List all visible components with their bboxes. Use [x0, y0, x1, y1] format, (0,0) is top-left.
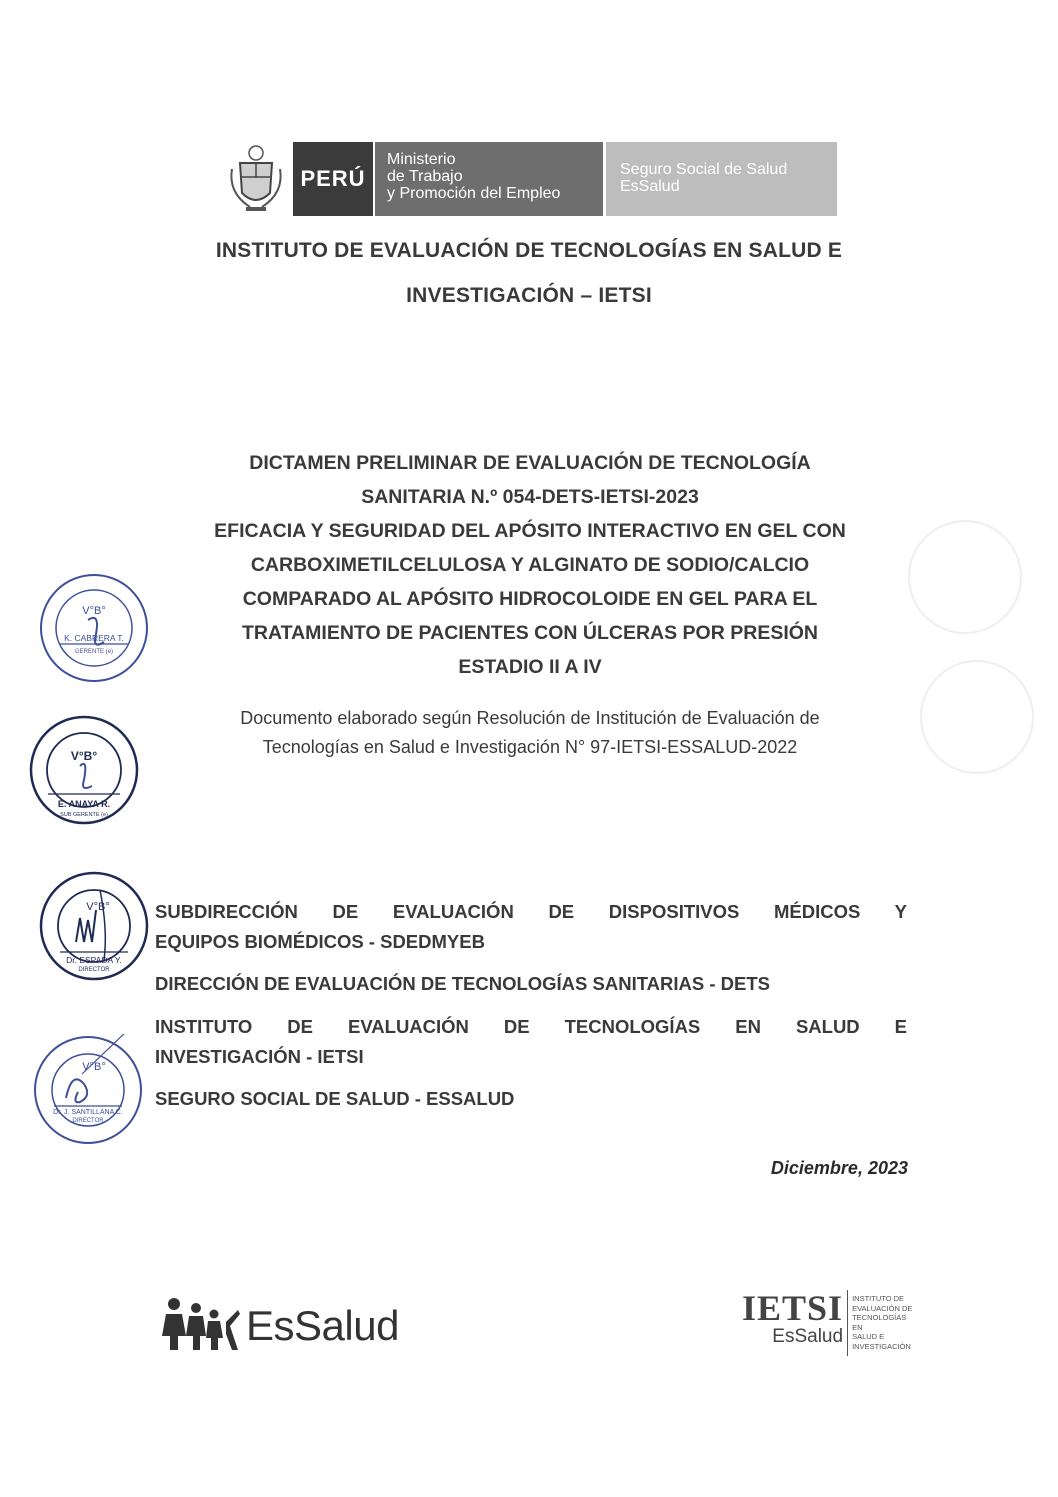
dictamen-line: CARBOXIMETILCELULOSA Y ALGINATO DE SODIO/CALCIO — [250, 554, 810, 576]
agency-line: Seguro Social de Salud — [620, 161, 788, 178]
ietsi-subtitle-line: EVALUACIÓN DE — [852, 1303, 913, 1313]
dictamen-line: COMPARADO AL APÓSITO HIDROCOLOIDE EN GEL PARA EL — [242, 588, 818, 610]
dictamen-line: EFICACIA Y SEGURIDAD DEL APÓSITO INTERACTIVO EN GEL CON — [214, 520, 846, 542]
essalud-logo — [162, 1296, 399, 1356]
institute-title-line: INVESTIGACIÓN – IETSI — [406, 284, 652, 307]
ministry-line: de Trabajo — [387, 168, 463, 185]
family-figures-icon — [162, 1296, 240, 1357]
document-note — [140, 704, 920, 762]
organization-line: INSTITUTO DE EVALUACIÓN DE TECNOLOGÍAS EN SALUD E — [155, 1016, 907, 1037]
stamp-name: Dr. J. SANTILLANA C. — [53, 1109, 123, 1116]
organization-instituto — [155, 1012, 907, 1072]
ietsi-logo-small: EsSalud — [772, 1326, 844, 1347]
ietsi-subtitle-line: SALUD E — [852, 1332, 885, 1341]
stamp-role: SUB GERENTE (e) — [60, 812, 108, 818]
faint-stamp — [908, 520, 1022, 634]
ietsi-subtitle-line: INSTITUTO DE — [852, 1294, 905, 1303]
organization-direccion — [155, 969, 907, 999]
ietsi-logo-mark — [742, 1290, 843, 1356]
document-note-line: Documento elaborado según Resolución de Institución de Evaluación de — [240, 708, 820, 728]
ietsi-logo-big: IETSI — [742, 1288, 844, 1328]
approval-stamp — [38, 870, 150, 987]
stamp-role: GERENTE (e) — [74, 649, 114, 655]
dictamen-line: SANITARIA N.º 054-DETS-IETSI-2023 — [361, 486, 699, 508]
ministry-line: Ministerio — [387, 151, 456, 168]
stamp-role: DIRECTOR — [78, 967, 110, 973]
approval-stamp — [32, 1034, 144, 1151]
stamp-name: Dr. ESPADA Y. — [66, 955, 122, 965]
dictamen-line: ESTADIO II A IV — [458, 656, 602, 678]
dictamen-line: DICTAMEN PRELIMINAR DE EVALUACIÓN DE TECNOLOGÍA — [249, 452, 811, 474]
stamp-name: K. CABRERA T. — [64, 633, 124, 643]
organization-line: EQUIPOS BIOMÉDICOS - SDEDMYEB — [155, 931, 485, 952]
stamp-vb: V°B° — [82, 605, 106, 617]
stamp-vb: V°B° — [82, 1061, 106, 1073]
ministry-line: y Promoción del Empleo — [387, 185, 561, 202]
stamp-role: DIRECTOR — [72, 1118, 104, 1124]
dictamen-line: TRATAMIENTO DE PACIENTES CON ÚLCERAS POR PRESIÓN — [241, 622, 818, 644]
institute-title-line: INSTITUTO DE EVALUACIÓN DE TECNOLOGÍAS EN SALUD E — [215, 239, 843, 262]
document-note-line: Tecnologías en Salud e Investigación N° 97-IETSI-ESSALUD-2022 — [262, 737, 798, 757]
peru-label: PERÚ — [293, 142, 375, 216]
organization-line: INVESTIGACIÓN - IETSI — [155, 1046, 364, 1067]
ietsi-subtitle-line: INVESTIGACIÓN — [852, 1341, 911, 1351]
essalud-logo-text: EsSalud — [246, 1302, 399, 1349]
faint-stamp — [920, 660, 1034, 774]
organization-seguro — [155, 1084, 907, 1114]
organization-line: SUBDIRECCIÓN DE EVALUACIÓN DE DISPOSITIVOS MÉDICOS Y — [155, 901, 907, 922]
stamp-vb: V°B° — [70, 749, 98, 763]
organization-line: DIRECCIÓN DE EVALUACIÓN DE TECNOLOGÍAS SANITARIAS - DETS — [155, 973, 770, 994]
government-banner — [225, 142, 837, 216]
agency-label — [606, 142, 837, 216]
agency-line: EsSalud — [620, 178, 680, 195]
ietsi-logo-subtitle — [847, 1290, 918, 1356]
approval-stamp — [28, 714, 140, 831]
organization-subdireccion — [155, 897, 907, 957]
dictamen-title — [140, 446, 920, 684]
ministry-label — [375, 142, 603, 216]
organization-line: SEGURO SOCIAL DE SALUD - ESSALUD — [155, 1088, 515, 1109]
peru-coat-of-arms-icon — [225, 142, 287, 216]
stamp-vb: V°B° — [86, 901, 110, 913]
document-date: Diciembre, 2023 — [770, 1158, 908, 1178]
approval-stamp — [38, 572, 150, 689]
ietsi-subtitle-line: TECNOLOGÍAS EN — [852, 1313, 907, 1332]
stamp-name: E. ANAYA R. — [57, 799, 111, 809]
ietsi-logo — [742, 1290, 918, 1356]
